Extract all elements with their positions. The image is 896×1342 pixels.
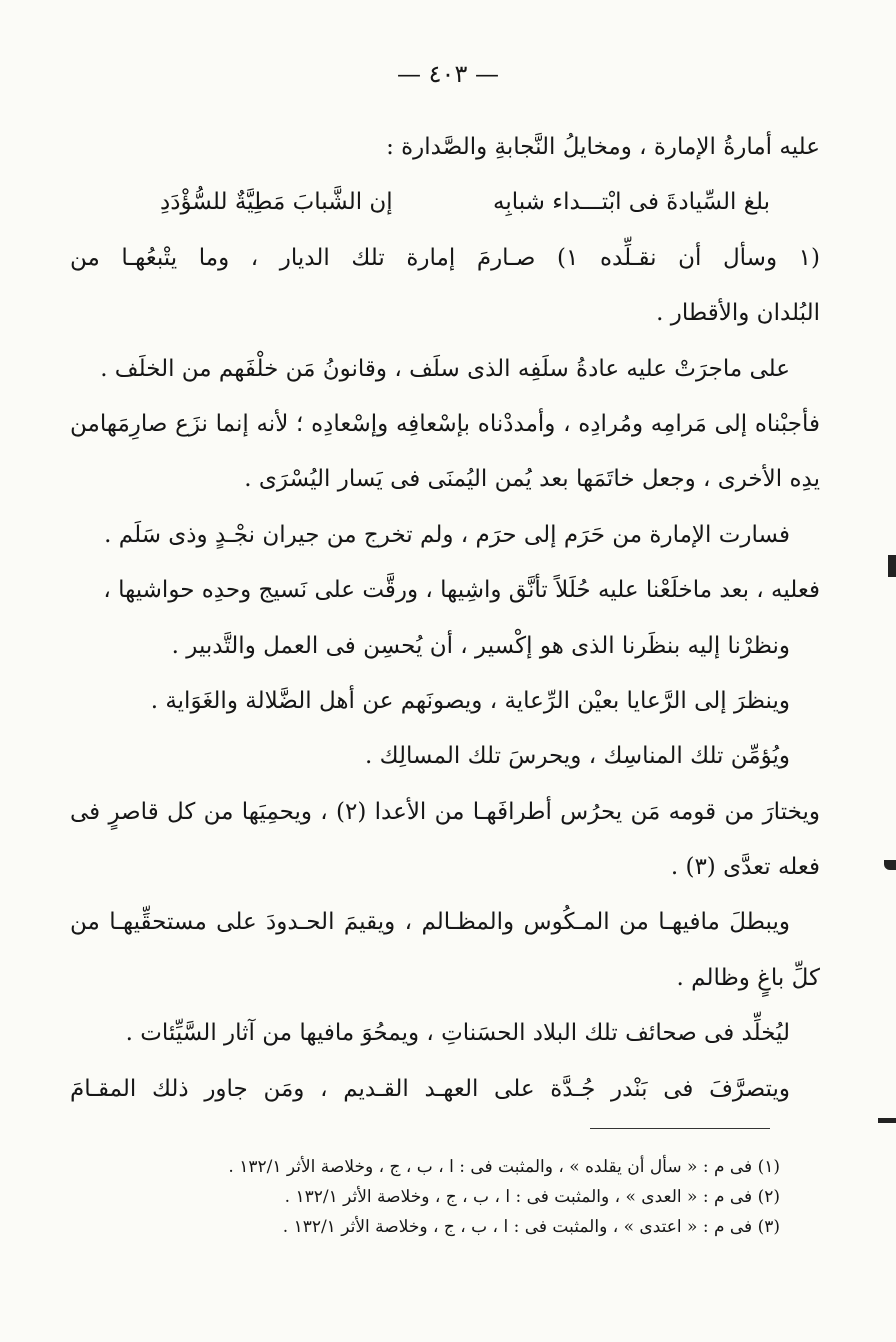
text-line: (١ وسأل أن نقـلِّده ١) صـارمَ إمارة تلك الديار ، وما يتْبعُهـا من — [70, 244, 820, 271]
text-line: كلِّ باغٍ وظالم . — [676, 964, 820, 991]
text-line: ونظرْنا إليه بنظَرنا الذى هو إكْسير ، أن يُحسِن فى العمل والتَّدبير . — [171, 632, 790, 659]
text-line: فسارت الإمارة من حَرَم إلى حرَم ، ولم تخرج من جيران نجْـدٍ وذى سَلَم . — [104, 521, 790, 548]
footnotes — [200, 1152, 780, 1242]
footnote: (١) فى م : « سأل أن يقلده » ، والمثبت فى : ا ، ب ، ج ، وخلاصة الأثر ١٣٢/١ . — [228, 1157, 780, 1177]
verse-second-hemistich: إن الشَّبابَ مَطِيَّةٌ للسُّؤْدَدِ — [160, 189, 393, 216]
text-line: فأجبْناه إلى مَرامِه ومُرادِه ، وأمددْناه بإسْعافِه وإسْعادِه ؛ لأنه إنما نزَع صارِمَهامن — [70, 410, 820, 437]
scan-edge-mark — [888, 555, 896, 577]
text-line: على ماجرَتْ عليه عادةُ سلَفِه الذى سلَف ، وقانونُ مَن خلْفَهم من الخلَف . — [100, 355, 790, 382]
verse-first-hemistich: بلغ السِّيادةَ فى ابْتـــداء شبابِه — [493, 189, 770, 216]
text-line: ليُخلِّد فى صحائف تلك البلاد الحسَناتِ ، ويمحُوَ مافيها من آثار السَّيِّئات . — [125, 1020, 790, 1047]
footnote: (٣) فى م : « اعتدى » ، والمثبت فى : ا ، ب ، ج ، وخلاصة الأثر ١٣٢/١ . — [282, 1217, 780, 1237]
text-line: عليه أمارةُ الإمارة ، ومخايلُ النَّجابةِ والصَّدارة : — [386, 134, 820, 160]
main-text — [70, 120, 820, 1117]
text-line: وينظرَ إلى الرَّعايا بعيْن الرِّعاية ، ويصونَهم عن أهل الضَّلالة والغَوَاية . — [150, 687, 790, 714]
text-line: ويختارَ من قومه مَن يحرُس أطرافَهـا من الأعدا (٢) ، ويحمِيَها من كل قاصرٍ فى — [70, 798, 820, 825]
poetry-verse — [70, 175, 820, 230]
text-line: فعليه ، بعد ماخلَعْنا عليه حُلَلاً تأنَّق واشِيها ، ورقَّت على نَسيج وحدِه حواشيها ، — [103, 577, 820, 604]
text-line: يدِه الأخرى ، وجعل خاتَمَها بعد يُمن اليُمنَى فى يَسار اليُسْرَى . — [244, 466, 820, 493]
scan-edge-mark — [884, 860, 896, 870]
text-line: ويُؤمِّن تلك المناسِك ، ويحرسَ تلك المسالِك . — [365, 743, 790, 770]
text-line: البُلدان والأقطار . — [656, 300, 820, 327]
text-line: ويتصرَّفَ فى بَنْدر جُـدَّة على العهـد القـديم ، ومَن جاور ذلك المقـامَ — [70, 1075, 791, 1102]
footnote: (٢) فى م : « العدى » ، والمثبت فى : ا ، ب ، ج ، وخلاصة الأثر ١٣٢/١ . — [284, 1187, 780, 1207]
scan-edge-mark — [878, 1118, 896, 1123]
text-line: فعله تعدَّى (٣) . — [670, 854, 820, 881]
footnote-separator — [590, 1128, 770, 1129]
page-number: — ٤٠٣ — — [397, 60, 499, 88]
text-line: ويبطلَ مافيهـا من المـكُوس والمظـالم ، ويقيمَ الحـدودَ على مستحقِّيهـا من — [70, 909, 790, 936]
